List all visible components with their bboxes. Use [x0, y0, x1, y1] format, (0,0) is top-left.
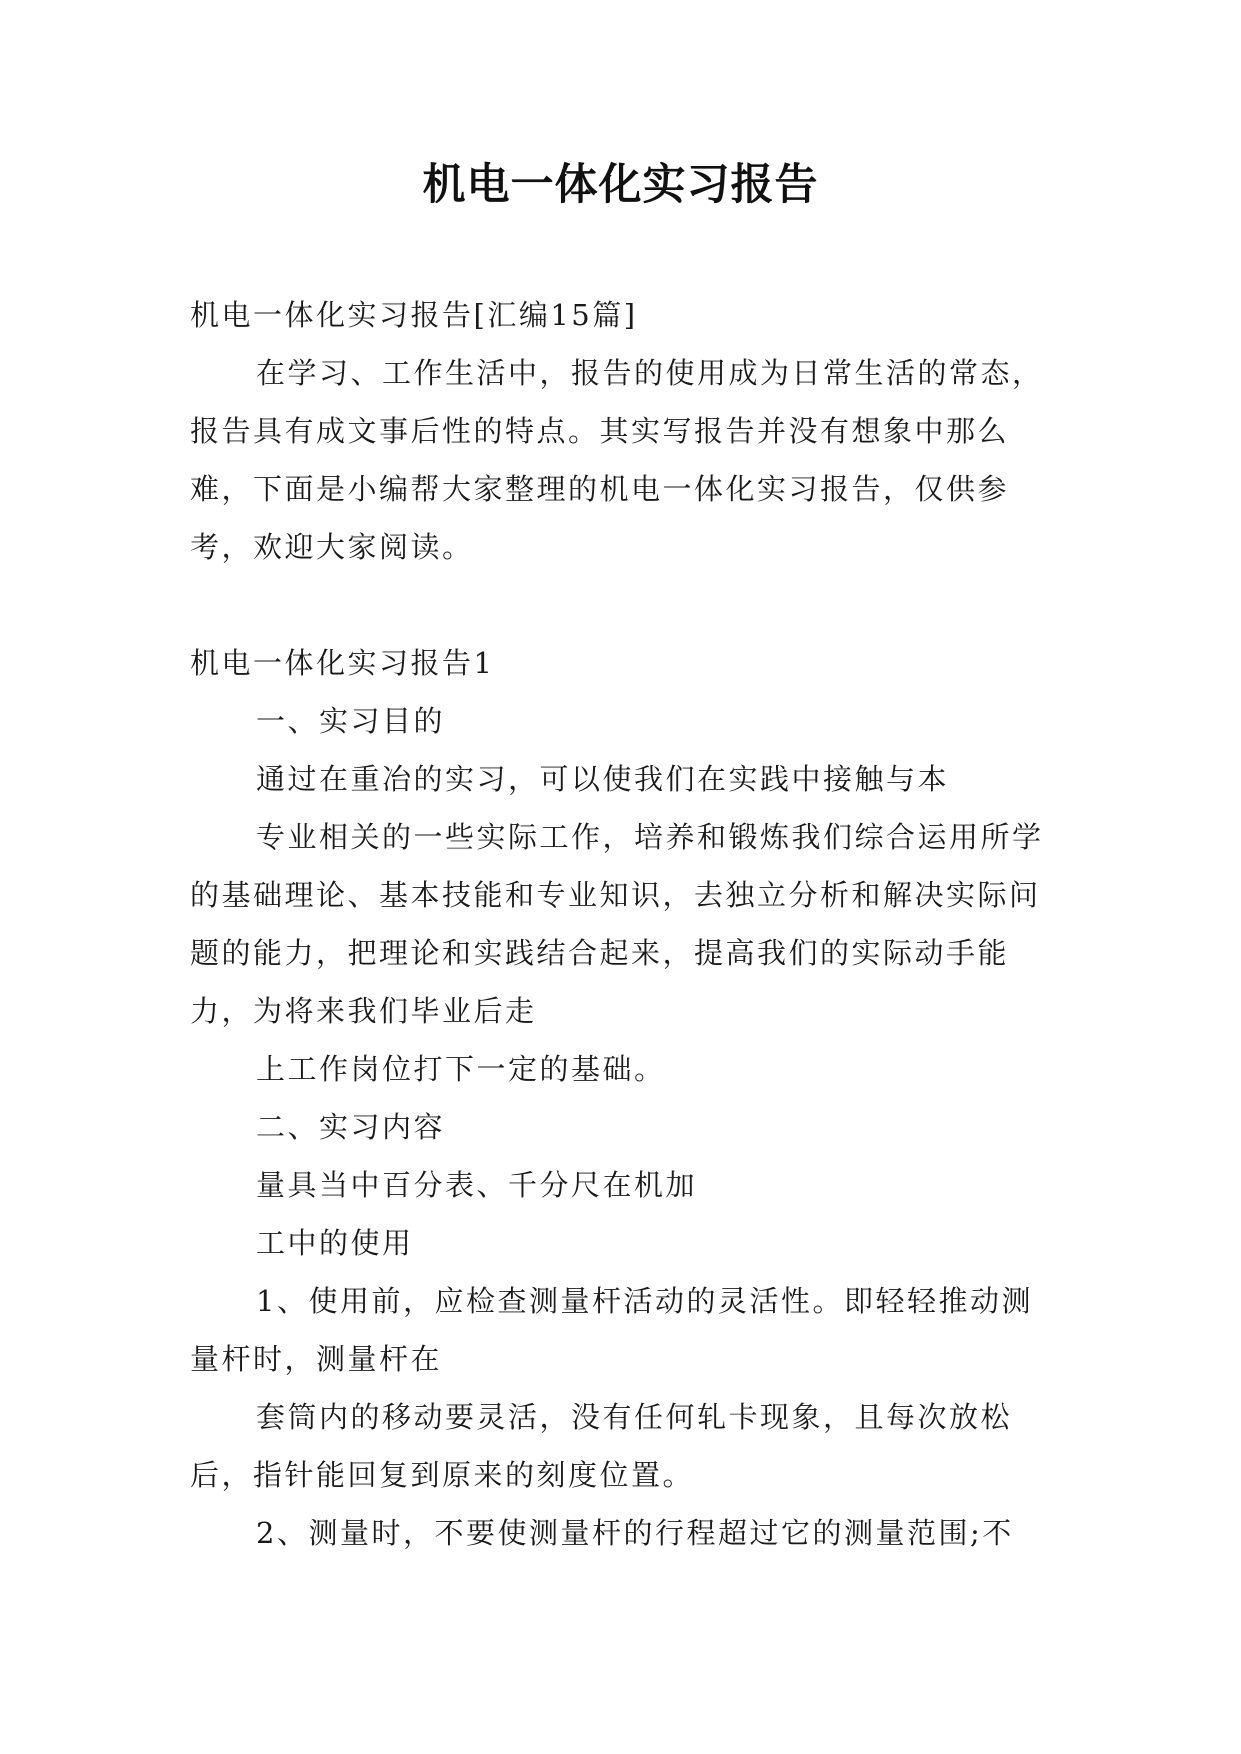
paragraph: 工中的使用 — [256, 1226, 414, 1260]
document-body — [190, 286, 1050, 1562]
paragraph: 套筒内的移动要灵活，没有任何轧卡现象，且每次放松后，指针能回复到原来的刻度位置。 — [190, 1400, 1013, 1492]
paragraph: 量具当中百分表、千分尺在机加 — [256, 1168, 698, 1202]
subtitle-line: 机电一体化实习报告[汇编15篇] — [190, 298, 638, 332]
paragraph: 专业相关的一些实际工作，培养和锻炼我们综合运用所学的基础理论、基本技能和专业知识，去独立分析和解决实际问题的能力，把理论和实践结合起来，提高我们的实际动手能力，为将来我们毕业后走 — [190, 820, 1044, 1028]
paragraph: 1、使用前，应检查测量杆活动的灵活性。即轻轻推动测量杆时，测量杆在 — [190, 1284, 1033, 1376]
paragraph: 2、测量时，不要使测量杆的行程超过它的测量范围;不 — [256, 1516, 1014, 1550]
section-heading: 机电一体化实习报告1 — [190, 646, 495, 680]
paragraph: 上工作岗位打下一定的基础。 — [256, 1052, 666, 1086]
subheading-purpose: 一、实习目的 — [256, 704, 446, 738]
paragraph: 通过在重冶的实习，可以使我们在实践中接触与本 — [256, 762, 950, 796]
intro-paragraph: 在学习、工作生活中，报告的使用成为日常生活的常态，报告具有成文事后性的特点。其实写报告并没有想象中那么难，下面是小编帮大家整理的机电一体化实习报告，仅供参考，欢迎大家阅读。 — [190, 356, 1044, 564]
subheading-content: 二、实习内容 — [256, 1110, 446, 1144]
document-title: 机电一体化实习报告 — [422, 160, 819, 210]
